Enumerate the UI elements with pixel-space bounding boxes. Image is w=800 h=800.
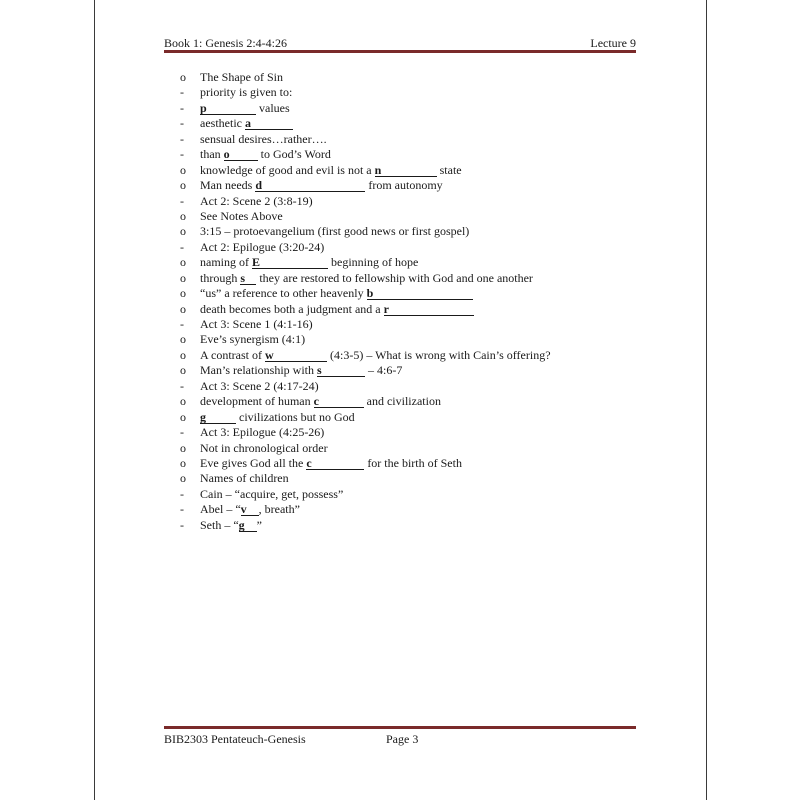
outline-item-text xyxy=(200,271,533,286)
circle-bullet-icon: o xyxy=(180,255,186,270)
dash-bullet-icon: - xyxy=(180,317,184,331)
fill-in-blank: a xyxy=(245,117,293,130)
dash-bullet-icon: - xyxy=(180,517,184,532)
circle-bullet-icon: o xyxy=(180,363,186,378)
outline-item-text xyxy=(200,363,402,378)
page-footer xyxy=(164,731,636,747)
text-segment: through xyxy=(200,270,241,285)
outline-item xyxy=(180,70,640,85)
text-segment: Abel – “ xyxy=(200,502,241,517)
fill-in-blank: v xyxy=(241,503,259,516)
outline-item xyxy=(180,425,640,440)
dash-bullet-icon: - xyxy=(180,116,184,131)
text-segment: Seth – “ xyxy=(200,517,239,532)
outline-item xyxy=(180,209,640,224)
text-segment: Man needs xyxy=(200,178,256,193)
outline-item xyxy=(180,132,640,147)
dash-bullet-icon: - xyxy=(180,100,184,115)
text-segment: development of human xyxy=(200,394,314,409)
outline-item-text xyxy=(200,255,418,270)
text-segment: and civilization xyxy=(363,394,441,409)
text-segment: civilizations but no God xyxy=(236,409,355,424)
text-segment: Act 2: Scene 2 (3:8-19) xyxy=(200,193,313,208)
fill-in-blank: r xyxy=(384,303,474,316)
outline-item-text xyxy=(200,132,327,147)
fill-in-blank: w xyxy=(265,349,327,362)
outline-item xyxy=(180,317,640,332)
page-header xyxy=(164,35,636,51)
text-segment: naming of xyxy=(200,255,252,270)
text-segment: See Notes Above xyxy=(200,208,283,223)
outline-item-text xyxy=(200,456,462,471)
outline-item xyxy=(180,101,640,116)
text-segment: priority is given to: xyxy=(200,85,293,100)
text-segment: to God’s Word xyxy=(257,147,331,162)
outline-item-text xyxy=(200,410,355,425)
fill-in-blank: s xyxy=(240,272,256,285)
outline-item xyxy=(180,332,640,347)
text-segment: Eve’s synergism (4:1) xyxy=(200,332,306,347)
lecture-outline xyxy=(180,70,640,533)
dash-bullet-icon: - xyxy=(180,486,184,501)
fill-in-blank: g xyxy=(239,519,257,532)
circle-bullet-icon: o xyxy=(180,394,186,409)
outline-item-text xyxy=(200,425,324,440)
outline-item xyxy=(180,116,640,131)
outline-item-text xyxy=(200,240,324,255)
outline-item-text xyxy=(200,471,289,486)
outline-item-text xyxy=(200,178,443,193)
circle-bullet-icon: o xyxy=(180,409,186,424)
text-segment: beginning of hope xyxy=(328,255,419,270)
outline-item xyxy=(180,271,640,286)
outline-item xyxy=(180,302,640,317)
text-segment: Act 3: Scene 1 (4:1-16) xyxy=(200,317,313,331)
text-segment: aesthetic xyxy=(200,116,245,131)
fill-in-blank: o xyxy=(224,148,258,161)
text-segment: values xyxy=(256,100,290,115)
outline-item-text xyxy=(200,317,313,332)
page-number: Page 3 xyxy=(386,732,419,746)
text-segment: “us” a reference to other heavenly xyxy=(200,286,367,301)
circle-bullet-icon: o xyxy=(180,347,186,362)
circle-bullet-icon: o xyxy=(180,208,186,223)
outline-item-text xyxy=(200,70,283,85)
outline-item xyxy=(180,240,640,255)
outline-item xyxy=(180,147,640,162)
circle-bullet-icon: o xyxy=(180,440,186,455)
fill-in-blank: g xyxy=(200,411,236,424)
outline-item-text xyxy=(200,518,262,533)
text-segment: (4:3-5) – What is wrong with Cain’s offering? xyxy=(327,347,551,362)
outline-item-text xyxy=(200,302,474,317)
outline-item-text xyxy=(200,332,305,347)
text-segment: The Shape of Sin xyxy=(200,70,283,84)
outline-item xyxy=(180,85,640,100)
text-segment: they are restored to fellowship with God and one another xyxy=(256,270,533,285)
circle-bullet-icon: o xyxy=(180,70,186,84)
outline-item-text xyxy=(200,101,290,116)
dash-bullet-icon: - xyxy=(180,85,184,100)
outline-item xyxy=(180,379,640,394)
outline-item-text xyxy=(200,394,441,409)
outline-item xyxy=(180,410,640,425)
text-segment: knowledge of good and evil is not a xyxy=(200,162,375,177)
outline-item xyxy=(180,224,640,239)
outline-item xyxy=(180,394,640,409)
outline-item xyxy=(180,441,640,456)
outline-item-text xyxy=(200,502,300,517)
header-rule xyxy=(164,50,636,53)
text-segment: for the birth of Seth xyxy=(364,455,462,470)
circle-bullet-icon: o xyxy=(180,224,186,239)
outline-item xyxy=(180,456,640,471)
text-segment: ” xyxy=(256,517,262,532)
dash-bullet-icon: - xyxy=(180,131,184,146)
fill-in-blank: p xyxy=(200,102,256,115)
text-segment: Cain – “acquire, get, possess” xyxy=(200,486,344,501)
circle-bullet-icon: o xyxy=(180,455,186,470)
dash-bullet-icon: - xyxy=(180,378,184,393)
text-segment: – 4:6-7 xyxy=(365,363,403,378)
text-segment: Man’s relationship with xyxy=(200,363,317,378)
outline-item xyxy=(180,255,640,270)
outline-item xyxy=(180,194,640,209)
text-segment: Not in chronological order xyxy=(200,440,328,455)
outline-item xyxy=(180,471,640,486)
fill-in-blank: c xyxy=(306,457,364,470)
outline-item-text xyxy=(200,379,319,394)
circle-bullet-icon: o xyxy=(180,178,186,193)
footer-course: BIB2303 Pentateuch-Genesis xyxy=(164,732,306,746)
outline-item xyxy=(180,178,640,193)
header-title: Book 1: Genesis 2:4-4:26 xyxy=(164,36,287,50)
outline-item-text xyxy=(200,224,469,239)
circle-bullet-icon: o xyxy=(180,270,186,285)
fill-in-blank: c xyxy=(314,395,364,408)
outline-item-text xyxy=(200,487,343,502)
outline-item xyxy=(180,502,640,517)
outline-item-text xyxy=(200,116,293,131)
text-segment: Act 3: Epilogue (4:25-26) xyxy=(200,425,325,440)
circle-bullet-icon: o xyxy=(180,301,186,316)
fill-in-blank: s xyxy=(317,364,365,377)
dash-bullet-icon: - xyxy=(180,239,184,254)
circle-bullet-icon: o xyxy=(180,332,186,347)
text-segment: Names of children xyxy=(200,471,289,486)
text-segment: Eve gives God all the xyxy=(200,455,307,470)
outline-item xyxy=(180,163,640,178)
text-segment: death becomes both a judgment and a xyxy=(200,301,384,316)
outline-item xyxy=(180,487,640,502)
text-segment: 3:15 – protoevangelium (first good news or first gospel) xyxy=(200,224,470,239)
outline-item-text xyxy=(200,441,328,456)
dash-bullet-icon: - xyxy=(180,147,184,162)
outline-item-text xyxy=(200,348,551,363)
outline-item xyxy=(180,348,640,363)
outline-item-text xyxy=(200,85,292,100)
dash-bullet-icon: - xyxy=(180,502,184,517)
outline-item-text xyxy=(200,163,462,178)
circle-bullet-icon: o xyxy=(180,471,186,486)
text-segment: Act 3: Scene 2 (4:17-24) xyxy=(200,378,319,393)
text-segment: , breath” xyxy=(258,502,300,517)
circle-bullet-icon: o xyxy=(180,162,186,177)
outline-item xyxy=(180,286,640,301)
fill-in-blank: b xyxy=(367,287,473,300)
fill-in-blank: E xyxy=(252,256,328,269)
text-segment: state xyxy=(436,162,462,177)
text-segment: Act 2: Epilogue (3:20-24) xyxy=(200,239,325,254)
outline-item xyxy=(180,363,640,378)
footer-rule xyxy=(164,726,636,729)
document-page xyxy=(94,0,707,800)
fill-in-blank: d xyxy=(255,179,365,192)
outline-item xyxy=(180,518,640,533)
text-segment: sensual desires…rather…. xyxy=(200,131,327,146)
circle-bullet-icon: o xyxy=(180,286,186,301)
text-segment: from autonomy xyxy=(365,178,443,193)
outline-item-text xyxy=(200,147,331,162)
fill-in-blank: n xyxy=(375,164,437,177)
dash-bullet-icon: - xyxy=(180,193,184,208)
outline-item-text xyxy=(200,194,313,209)
outline-item-text xyxy=(200,286,473,301)
text-segment: A contrast of xyxy=(200,347,265,362)
dash-bullet-icon: - xyxy=(180,425,184,440)
header-lecture: Lecture 9 xyxy=(590,36,636,50)
outline-item-text xyxy=(200,209,283,224)
text-segment: than xyxy=(200,147,224,162)
